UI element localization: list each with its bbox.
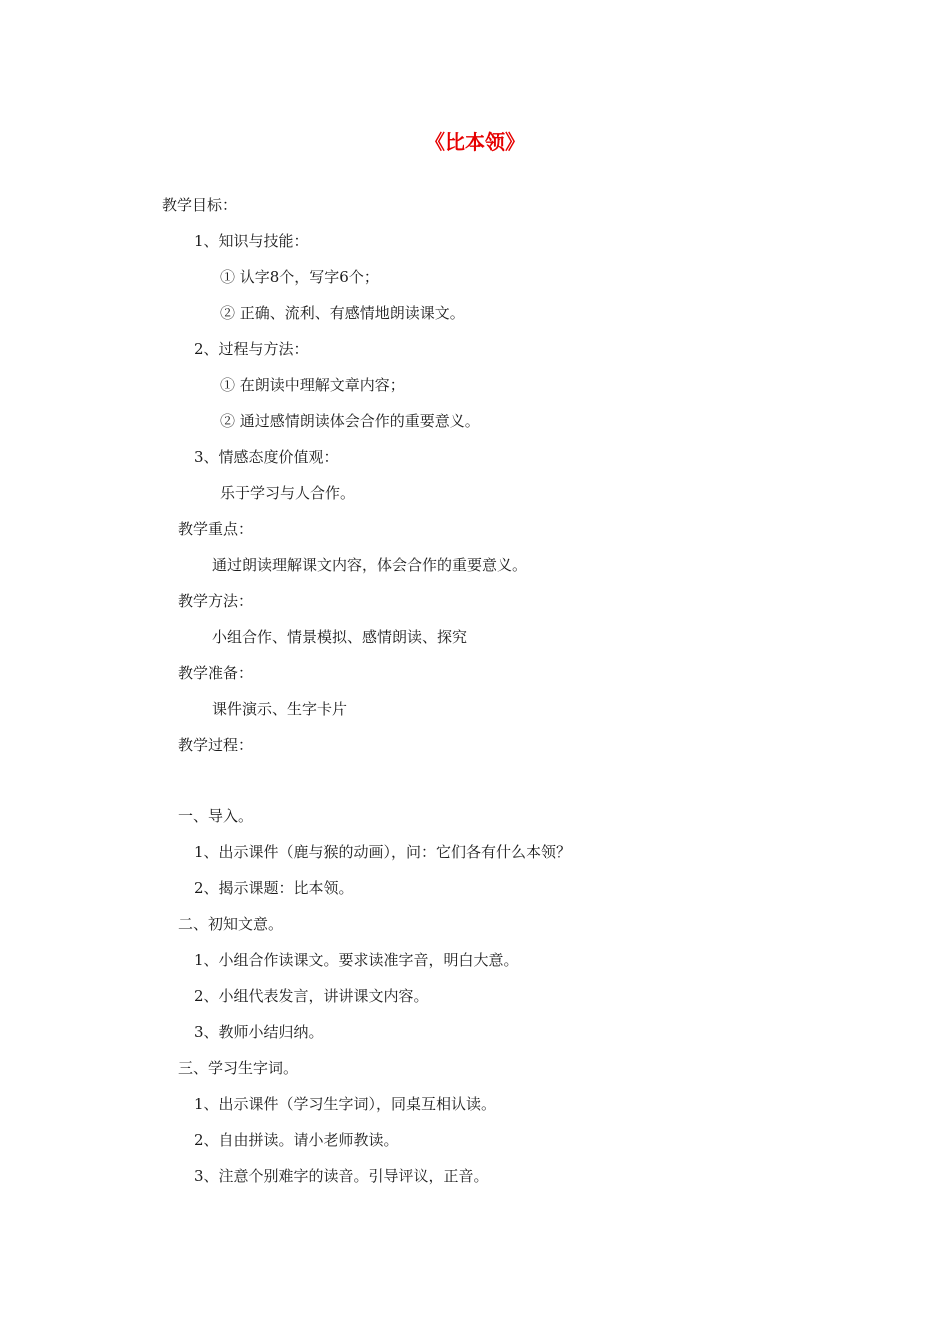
objective-3-label: 3、情感态度价值观：: [194, 448, 339, 466]
methods-heading: 教学方法：: [178, 592, 254, 610]
section-3-title: 三、学习生字词。: [178, 1059, 299, 1077]
objectives-heading: 教学目标：: [162, 196, 238, 214]
objective-1-sub-2: ② 正确、流利、有感情地朗读课文。: [220, 304, 465, 322]
section-2-title: 二、初知文意。: [178, 915, 284, 933]
section-3-step-3: 3、注意个别难字的读音。引导评议，正音。: [194, 1167, 489, 1185]
section-2-step-3: 3、教师小结归纳。: [194, 1023, 324, 1041]
preparation-heading: 教学准备：: [178, 664, 254, 682]
key-points-text: 通过朗读理解课文内容，体会合作的重要意义。: [212, 556, 528, 574]
section-1-title: 一、导入。: [178, 807, 254, 825]
section-1-step-2: 2、揭示课题：比本领。: [194, 879, 354, 897]
section-3-step-2: 2、自由拼读。请小老师教读。: [194, 1131, 399, 1149]
objective-1-label: 1、知识与技能：: [194, 232, 309, 250]
preparation-text: 课件演示、生字卡片: [212, 700, 348, 718]
section-2-step-1: 1、小组合作读课文。要求读准字音，明白大意。: [194, 951, 519, 969]
objective-2-label: 2、过程与方法：: [194, 340, 309, 358]
methods-text: 小组合作、情景模拟、感情朗读、探究: [212, 628, 468, 646]
section-3-step-1: 1、出示课件（学习生字词），同桌互相认读。: [194, 1095, 497, 1113]
section-2-step-2: 2、小组代表发言，讲讲课文内容。: [194, 987, 429, 1005]
objective-1-sub-1: ① 认字8个，写字6个；: [220, 268, 379, 286]
key-points-heading: 教学重点：: [178, 520, 254, 538]
process-heading: 教学过程：: [178, 736, 254, 754]
objective-3-text: 乐于学习与人合作。: [220, 484, 356, 502]
objective-2-sub-2: ② 通过感情朗读体会合作的重要意义。: [220, 412, 480, 430]
page-title: 《比本领》: [425, 130, 525, 154]
objective-2-sub-1: ① 在朗读中理解文章内容；: [220, 376, 405, 394]
section-1-step-1: 1、出示课件（鹿与猴的动画），问：它们各有什么本领？: [194, 843, 572, 861]
